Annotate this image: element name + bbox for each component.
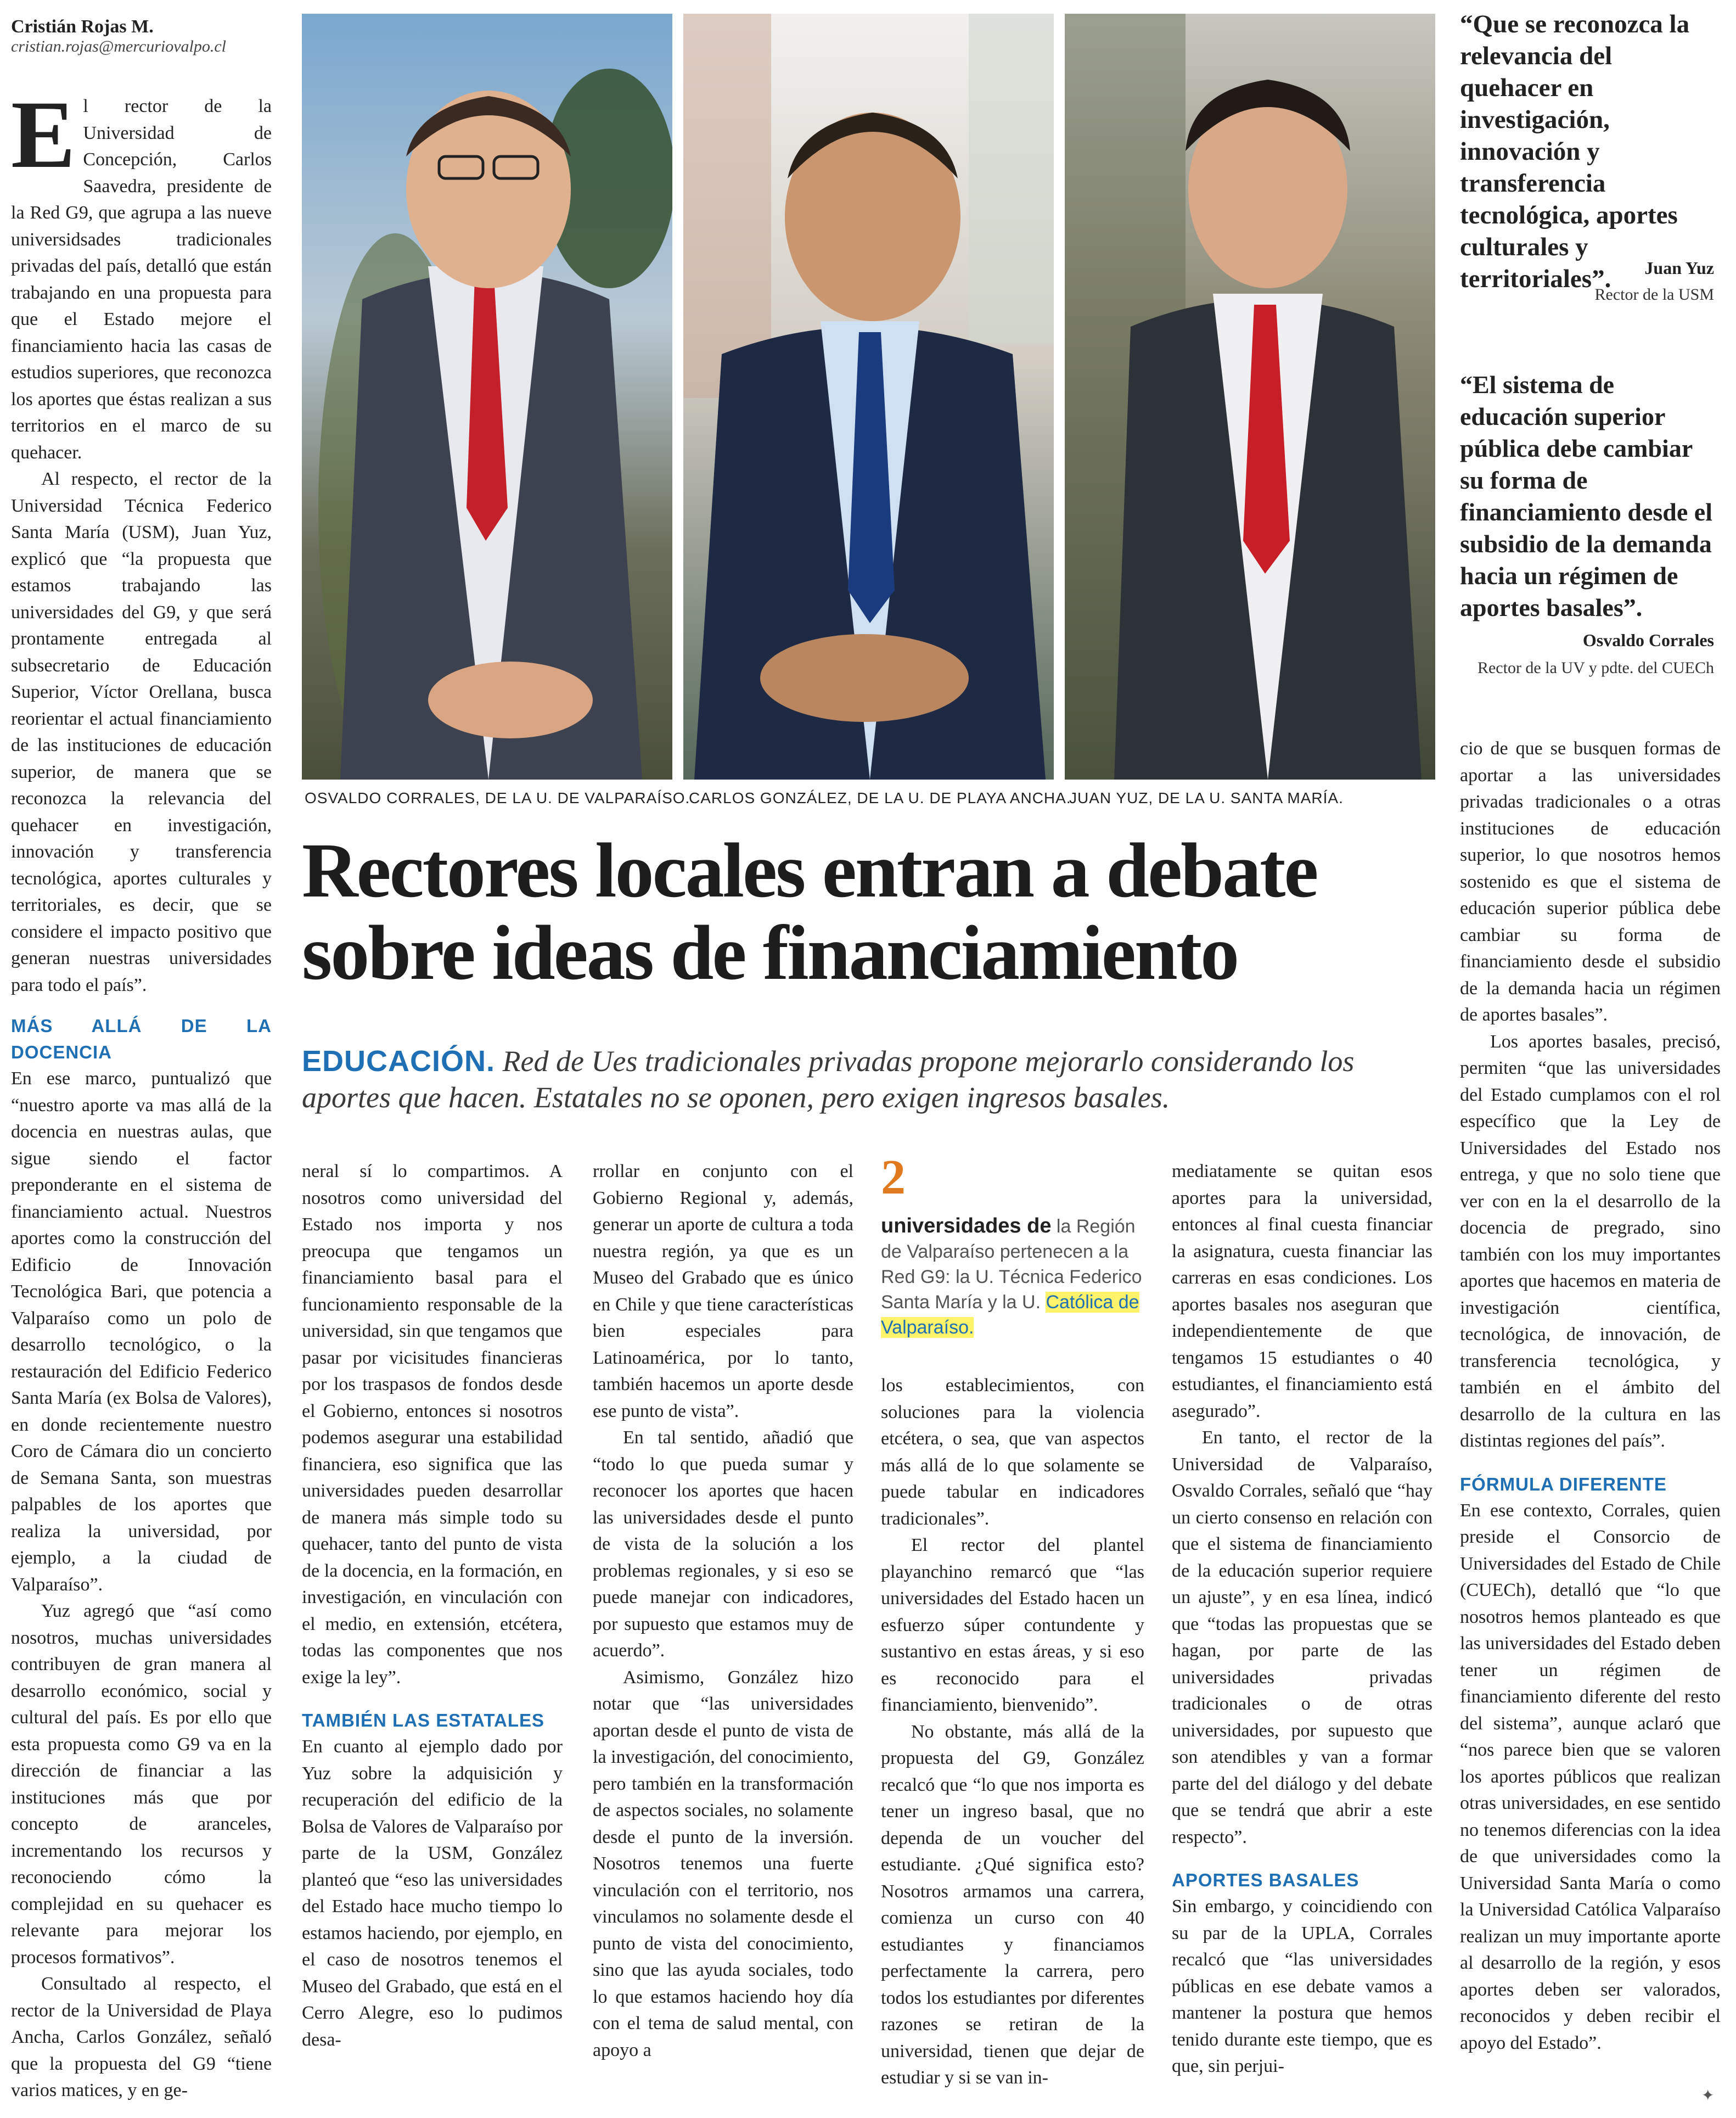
pull-quote: “El sistema de educación superior pública debe cambiar su forma de financiamiento desde el subsidio de la demanda hacia un régimen de aportes basales”. [1460, 371, 1712, 621]
column-5 [1172, 1158, 1432, 2080]
column-2 [302, 1158, 563, 2053]
column-6 [1460, 736, 1721, 2057]
paragraph: l rector de la Universidad de Concepción, Carlos Saavedra, presidente de la Red G9, que agrupa a las nueve universidsades tradicionales privadas del país, detalló que están trabajando en una propuesta para que el Estado mejore el financiamiento hacia las casas de estudios superiores, que reconozca los aportes que éstas realizan a sus territorios en el marco de su quehacer. [11, 96, 272, 463]
author-email[interactable]: cristian.rojas@mercuriovalpo.cl [11, 37, 227, 55]
kicker [302, 1043, 1427, 1116]
quote-author: Osvaldo Corrales [1582, 630, 1714, 650]
quote-role: Rector de la UV y pdte. del CUECh [1477, 659, 1714, 677]
subheading: APORTES BASALES [1172, 1870, 1359, 1890]
column-1 [11, 81, 272, 2104]
paragraph: En ese contexto, Corrales, quien preside el Consorcio de Universidades del Estado de Chile (CUECh), detalló que “lo que nosotros hemos planteado es que las universidades del Estado deben tener un régimen de financiamiento diferente del resto del sistema”, aunque aclaró que “nos parece bien que se valoren los aportes públicos que realizan otras universidades, en ese sentido no tenemos diferencias con la idea de que universidades como la Universidad Santa María o como la Universidad Católica Valparaíso realizan un muy importante aporte al desarrollo de la región, y esos aportes deben ser valorados, reconocidos y deben recibir el apoyo del Estado”. [1460, 1500, 1721, 2053]
portrait-illustration [1065, 14, 1435, 780]
paragraph: cio de que se busquen formas de aportar a las universidades privadas tradicionales o a otras instituciones de educación superior, lo que nosotros hemos sostenido es que el sistema de educación superior pública debe cambiar su forma de financiamiento desde el subsidio de la demanda hacia un régimen de aportes basales”. [1460, 738, 1721, 1025]
photo-carlos-gonzalez [683, 14, 1054, 780]
paragraph: En cuanto al ejemplo dado por Yuz sobre la adquisición y recuperación del edificio de la Bolsa de Valores de Valparaíso por parte de la USM, González planteó que “eso las universidades del Estado hace mucho tiempo lo estamos haciendo, por ejemplo, en el caso de nosotros tenemos el Museo del Grabado, que está en el Cerro Alegre, eso lo pudimos desa- [302, 1736, 563, 2050]
paragraph: Los aportes basales, precisó, permiten “que las universidades del Estado cumplamos con el rol específico que la Ley de Universidades del Estado nos entrega, y que no solo tiene que ver con en la el desarrollo de la docencia de pregrado, sino también con los muy importantes aportes que hacemos en materia de investigación científica, tecnológica, de innovación, de transferencia tecnológica, y también en el ámbito del desarrollo de la cultura en las distintas regiones del país”. [1460, 1031, 1721, 1451]
column-3 [593, 1158, 853, 2064]
subheading: MÁS ALLÁ DE LA DOCENCIA [11, 1016, 272, 1062]
photo-caption: OSVALDO CORRALES, DE LA U. DE VALPARAÍSO. [305, 789, 690, 806]
paragraph: mediatamente se quitan esos aportes para la universidad, entonces al final cuesta financiar la asignatura, cuesta financiar las carreras en esas condiciones. Los aportes basales nos aseguran que independientemente de que tengamos 15 estudiantes o 40 estudiantes, el financiamiento está asegurado”. [1172, 1161, 1432, 1421]
paragraph: neral sí lo compartimos. A nosotros como universidad del Estado nos importa y nos preocupa que tengamos un financiamiento basal para el funcionamiento responsable de la universidad, sin que tengamos que pasar por vicisitudes financieras por los traspasos de fondos desde el Gobierno, entonces si nosotros podemos asegurar una estabilidad financiera, eso significa que las universidades pueden desarrollar de manera más simple todo su quehacer, tanto del punto de vista de la docencia, en la formación, en investigación, en vinculación con el medio, en extensión, etcétera, todas las componentes que nos exige la ley”. [302, 1161, 563, 1688]
paragraph: los establecimientos, con soluciones para la violencia etcétera, o sea, que van aspectos más allá de lo que solamente se puede tabular en indicadores tradicionales”. [881, 1375, 1144, 1529]
fact-lead: universidades de [881, 1214, 1052, 1237]
paragraph: Yuz agregó que “así como nosotros, muchas universidades contribuyen de gran manera al desarrollo económico, social y cultural del país. Es por ello que esta propuesta como G9 va en la dirección de financiar a las instituciones más que por concepto de aranceles, incrementando los recursos y reconociendo cómo la complejidad en su quehacer es relevante para mejorar los procesos formativos”. [11, 1601, 272, 1968]
paragraph: rrollar en conjunto con el Gobierno Regional y, además, generar un aporte de cultura a toda nuestra región, ya que es un Museo del Grabado que es único en Chile y que tiene características bien especiales para Latinoamérica, por lo tanto, también hacemos un aporte desde ese punto de vista”. [593, 1161, 853, 1421]
photo-juan-yuz [1065, 14, 1435, 780]
highlighted-text: Católica de Valparaíso. [881, 1292, 1139, 1338]
paragraph: Asimismo, González hizo notar que “las universidades aportan desde el punto de vista de la investigación, del conocimiento, pero también en la transformación de aspectos sociales, no solamente desde el punto de la inversión. Nosotros tenemos una fuerte vinculación con el territorio, nos vinculamos no solamente desde el punto de vista del conocimiento, sino que las ayuda sociales, todo lo que estamos haciendo hoy día con el tema de salud mental, con apoyo a [593, 1667, 853, 2060]
quote-author: Juan Yuz [1644, 258, 1714, 278]
kicker-text: Red de Ues tradicionales privadas propone mejorarlo considerando los aportes que hacen. Estatales no se oponen, pero exigen ingresos basales. [302, 1045, 1355, 1114]
portrait-illustration [302, 14, 672, 780]
photo-caption: JUAN YUZ, DE LA U. SANTA MARÍA. [1069, 789, 1344, 806]
pull-quote: “Que se reconozca la relevancia del quehacer en investigación, innovación y transferencia tecnológica, aportes culturales y territoriales”. [1460, 10, 1690, 293]
fact-text: la Región de Valparaíso pertenecen a la Red G9: la U. Técnica Federico Santa María y la U. [881, 1216, 1142, 1313]
fact-number: 2 [881, 1150, 906, 1204]
paragraph: En tanto, el rector de la Universidad de Valparaíso, Osvaldo Corrales, señaló que “hay un cierto consenso en relación con que el sistema de financiamiento de la educación superior requiere un ajuste”, y en esa línea, indicó que “todas las propuestas que se hagan, por parte de las universidades privadas tradicionales o de otras universidades, por supuesto que son atendibles y van a formar parte del del diálogo y del debate que se tendrá que abrir a este respecto”. [1172, 1427, 1432, 1847]
portrait-illustration [683, 14, 1054, 780]
paragraph: Sin embargo, y coincidiendo con su par de la UPLA, Corrales recalcó que “las universidades públicas en ese debate vamos a mantener la postura que hemos tenido durante este tiempo, que es que, sin perjui- [1172, 1896, 1432, 2076]
quote-role: Rector de la USM [1594, 285, 1714, 304]
headline: Rectores locales entran a debate sobre ideas de financiamiento [302, 827, 1317, 996]
paragraph: No obstante, más allá de la propuesta del G9, González recalcó que “lo que nos importa es tener un ingreso basal, que no dependa de un voucher del estudiante. ¿Qué significa esto? Nosotros armamos una carrera, comienza un curso con 40 estudiantes y financiamos perfectamente la carrera, pero todos los estudiantes por diferentes razones se retiran de la universidad, tienen que dejar de estudiar y si se van in- [881, 1721, 1144, 2088]
paragraph: Consultado al respecto, el rector de la Universidad de Playa Ancha, Carlos González, señaló que la propuesta del G9 “tiene varios matices, y en ge- [11, 1974, 272, 2100]
paragraph: En tal sentido, añadió que “todo lo que pueda sumar y reconocer los aportes que hacen las universidades desde el punto de vista de la solución a los problemas regionales, y si eso se puede manejar con indicadores, por supuesto que estamos muy de acuerdo”. [593, 1427, 853, 1661]
paragraph: En ese marco, puntualizó que “nuestro aporte va mas allá de la docencia en nuestras aulas, que sigue siendo el factor preponderante en el sistema de financiamiento actual. Nuestros aportes como la construcción del Edificio de Innovación Tecnológica Bari, que potencia a Valparaíso como un polo de desarrollo tecnológico, o la restauración del Edificio Federico Santa María (ex Bolsa de Valores), en donde recientemente nuestro Coro de Cámara dio un concierto de Semana Santa, son muestras palpables de los aportes que realiza la universidad, por ejemplo, a la ciudad de Valparaíso”. [11, 1068, 272, 1595]
end-mark-icon: ✦ [1701, 2087, 1715, 2104]
column-4 [881, 1372, 1144, 2092]
photo-osvaldo-corrales [302, 14, 672, 780]
factbox [881, 1150, 1144, 1340]
section-label: EDUCACIÓN. [302, 1045, 496, 1078]
subheading: FÓRMULA DIFERENTE [1460, 1473, 1667, 1494]
author-name: Cristián Rojas M. [11, 16, 154, 37]
paragraph: Al respecto, el rector de la Universidad Técnica Federico Santa María (USM), Juan Yuz, explicó que “la propuesta que estamos trabajando las universidades del G9, y que será prontamente entregada al subsecretario de Educación Superior, Víctor Orellana, busca reorientar el actual financiamiento de las instituciones de educación superior, de manera que se reconozca la relevancia del quehacer en investigación, innovación y transferencia tecnológica, aportes culturales y territoriales, es decir, que se considere el impacto positivo que generan nuestras universidades para todo el país”. [11, 469, 272, 995]
dropcap: E [11, 81, 76, 188]
paragraph: El rector del plantel playanchino remarcó que “las universidades del Estado hacen un esfuerzo súper contundente y sustantivo en estas áreas, y si eso es reconocido para el financiamiento, bienvenido”. [881, 1535, 1144, 1715]
byline [11, 16, 226, 56]
photo-caption: CARLOS GONZÁLEZ, DE LA U. DE PLAYA ANCHA. [689, 789, 1071, 806]
subheading: TAMBIÉN LAS ESTATALES [302, 1710, 545, 1730]
